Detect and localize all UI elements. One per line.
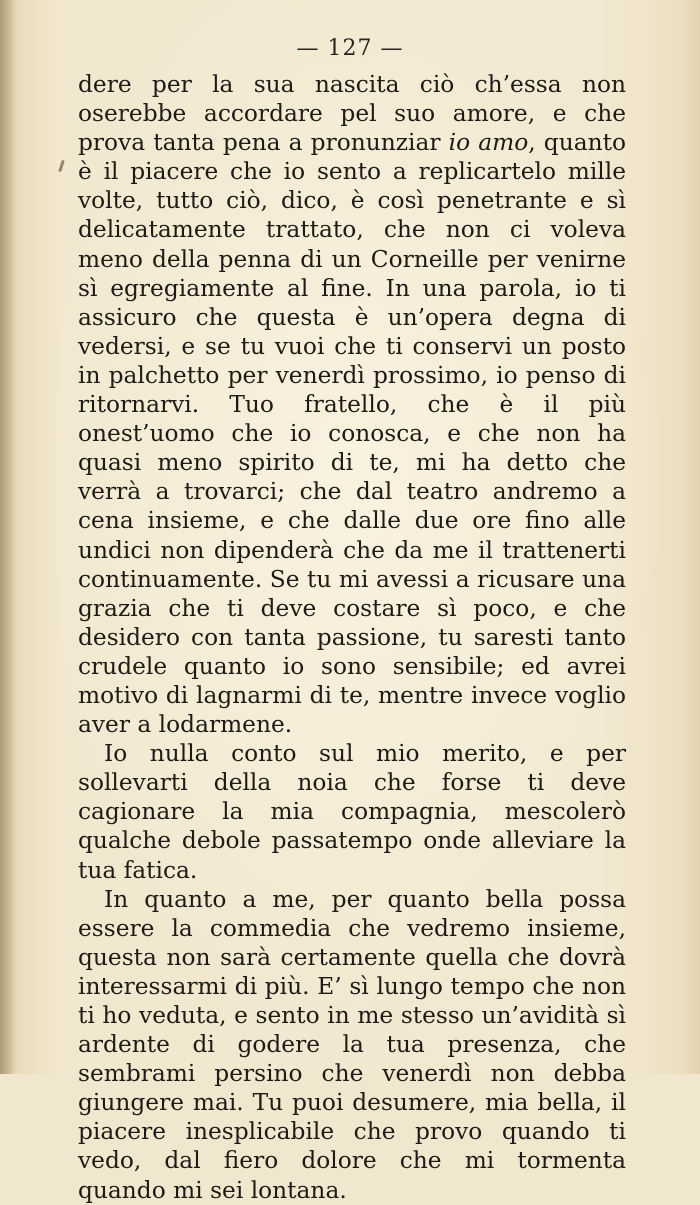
paragraph-2: Io nulla conto sul mio merito, e per sollevarti della noia che forse ti deve cagionare la mia compagnia, mescolerò qualche debole passatempo onde alleviare la tua fatica.: [78, 740, 626, 884]
paragraph-1-text-start: dere per la sua nascita ciò ch’essa non oserebbe accordare pel suo amore, e che prova tanta pena a pronunziar: [78, 71, 626, 157]
body-text: [78, 70, 626, 1205]
paragraph-1: [78, 70, 626, 739]
page-gutter-shadow: [0, 0, 16, 1074]
paragraph-1-italic-phrase: io amo: [448, 129, 529, 157]
paragraph-1-text-end: , quanto è il piacere che io sento a replicartelo mille volte, tutto ciò, dico, è così penetrante e sì delicatamente trattato, che non ci voleva meno della penna di un Corneille per venirne sì egregiamente al fine. In una parola, io ti assicuro che questa è un’opera degna di vedersi, e se tu vuoi che ti conservi un posto in palchetto per venerdì prossimo, io penso di ritornarvi. Tuo fratello, che è il più onest’uomo che io conosca, e che non ha quasi meno spirito di te, mi ha detto che verrà a trovarci; che dal teatro andremo a cena insieme, e che dalle due ore fino alle undici non dipenderà che da me il trattenerti continuamente. Se tu mi avessi a ricusare una grazia che ti deve costare sì poco, e che desidero con tanta passione, tu saresti tanto crudele quanto io sono sensibile; ed avrei motivo di lagnarmi di te, mentre invece voglio aver a lodarmene.: [78, 129, 627, 739]
page-number: — 127 —: [296, 36, 404, 61]
margin-ink-mark: [58, 160, 65, 172]
paragraph-3: In quanto a me, per quanto bella possa essere la commedia che vedremo insieme, questa non sarà certamente quella che dovrà interessarmi di più. E’ sì lungo tempo che non ti ho veduta, e sento in me stesso un’avidità sì ardente di godere la tua presenza, che sembrami persino che venerdì non debba giungere mai. Tu puoi desumere, mia bella, il piacere inesplicabile che provo quando ti vedo, dal fiero dolore che mi tormenta quando mi sei lontana.: [78, 885, 626, 1204]
